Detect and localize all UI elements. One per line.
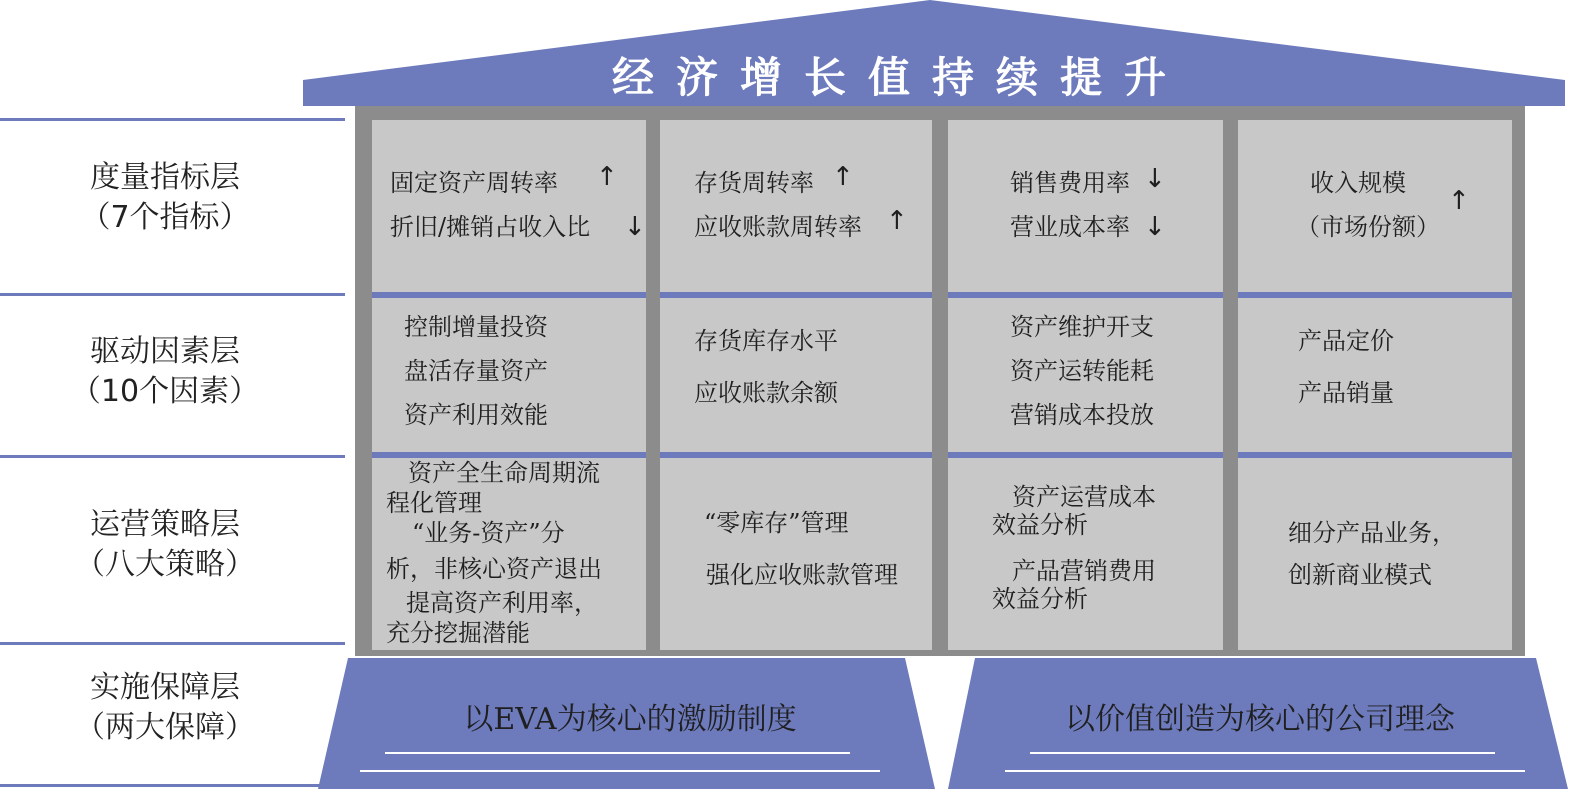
layer-name: 实施保障层 xyxy=(90,670,240,705)
driver-text: 产品定价 xyxy=(1298,327,1394,355)
driver-text: 存货库存水平 xyxy=(694,327,838,355)
foundation-line xyxy=(1005,770,1525,772)
strategy-text: 析，非核心资产退出 xyxy=(386,555,602,583)
down-arrow-icon: ↓ xyxy=(1144,164,1166,194)
strategy-text: 效益分析 xyxy=(992,511,1088,539)
strategy-text: “业务-资产”分 xyxy=(412,519,565,547)
metric-text: 销售费用率 xyxy=(1010,169,1130,197)
strategy-text: 充分挖掘潜能 xyxy=(386,619,530,647)
row-separator xyxy=(660,292,932,298)
down-arrow-icon: ↓ xyxy=(1144,212,1166,242)
layer-sub: （两大保障） xyxy=(75,710,255,745)
row-separator xyxy=(372,292,646,298)
driver-text: 资产运转能耗 xyxy=(1010,357,1154,385)
pillar-col-1 xyxy=(372,120,646,650)
metric-text: 收入规模 xyxy=(1310,169,1406,197)
foundation-left-label: 以EVA为核心的激励制度 xyxy=(463,702,797,737)
foundation-line xyxy=(385,752,850,754)
layer-name: 驱动因素层 xyxy=(90,334,240,369)
row-separator xyxy=(948,452,1223,458)
strategy-text: 产品营销费用 xyxy=(1012,557,1156,585)
metric-text: 折旧/摊销占收入比 xyxy=(390,213,591,241)
down-arrow-icon: ↓ xyxy=(624,212,646,242)
layer-label-strategies xyxy=(0,505,330,585)
strategy-text: 资产全生命周期流 xyxy=(408,459,600,487)
strategy-text: 提高资产利用率， xyxy=(406,589,598,617)
row-separator xyxy=(1238,292,1512,298)
layer-name: 度量指标层 xyxy=(90,160,240,195)
up-arrow-icon: ↑ xyxy=(1448,186,1470,216)
layer-divider xyxy=(0,642,345,645)
up-arrow-icon: ↑ xyxy=(596,162,618,192)
row-separator xyxy=(660,452,932,458)
driver-text: 资产维护开支 xyxy=(1010,313,1154,341)
layer-name: 运营策略层 xyxy=(90,507,240,542)
driver-text: 控制增量投资 xyxy=(404,313,548,341)
metric-text: （市场份额） xyxy=(1296,213,1440,241)
metric-text: 存货周转率 xyxy=(694,169,814,197)
strategy-text: “零库存”管理 xyxy=(704,509,849,537)
strategy-text: 创新商业模式 xyxy=(1288,561,1432,589)
driver-text: 产品销量 xyxy=(1298,379,1394,407)
pillar-col-2 xyxy=(660,120,932,650)
up-arrow-icon: ↑ xyxy=(886,206,908,236)
foundation-right-label: 以价值创造为核心的公司理念 xyxy=(1065,702,1455,737)
strategy-text: 资产运营成本 xyxy=(1012,483,1156,511)
layer-sub: （7个指标） xyxy=(80,200,250,235)
up-arrow-icon: ↑ xyxy=(832,162,854,192)
metric-text: 营业成本率 xyxy=(1010,213,1130,241)
layer-sub: （八大策略） xyxy=(75,547,255,582)
strategy-text: 效益分析 xyxy=(992,585,1088,613)
strategy-text: 强化应收账款管理 xyxy=(706,561,898,589)
foundation-line xyxy=(360,770,880,772)
driver-text: 营销成本投放 xyxy=(1010,401,1154,429)
pillar-col-3 xyxy=(948,120,1223,650)
layer-sub: （10个因素） xyxy=(70,374,260,409)
roof-title: 经济增长值持续提升 xyxy=(611,53,1188,102)
strategy-text: 程化管理 xyxy=(386,489,482,517)
pillar-col-4 xyxy=(1238,120,1512,650)
foundation-line xyxy=(1030,752,1495,754)
metric-text: 应收账款周转率 xyxy=(694,213,862,241)
layer-divider xyxy=(0,293,345,296)
layer-divider xyxy=(0,118,345,121)
layer-label-metrics xyxy=(0,158,330,238)
layer-label-drivers xyxy=(0,332,330,412)
driver-text: 资产利用效能 xyxy=(404,401,548,429)
strategy-text: 细分产品业务， xyxy=(1288,519,1456,547)
driver-text: 应收账款余额 xyxy=(694,379,838,407)
layer-divider xyxy=(0,455,345,458)
row-separator xyxy=(1238,452,1512,458)
driver-text: 盘活存量资产 xyxy=(404,357,548,385)
metric-text: 固定资产周转率 xyxy=(390,169,558,197)
row-separator xyxy=(948,292,1223,298)
